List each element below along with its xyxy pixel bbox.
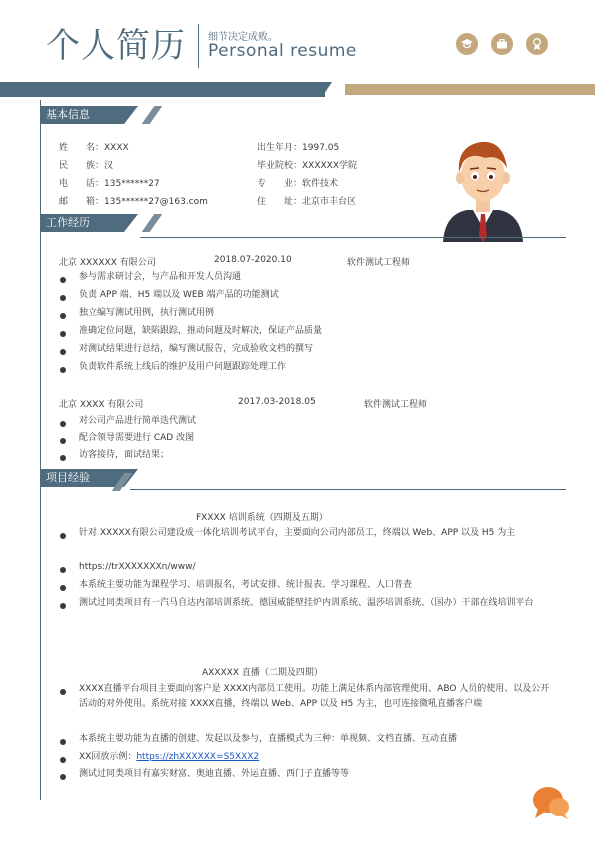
bullet-dot (60, 585, 66, 591)
bullet-dot (60, 603, 66, 609)
info-major: 专 业：软件技术 (257, 179, 339, 189)
info-school: 毕业院校：XXXXXX学院 (257, 161, 358, 171)
bullet-dot (60, 421, 66, 427)
bullet-dot (60, 774, 66, 780)
job-duty: 负责 APP 端、H5 端以及 WEB 端产品的功能测试 (79, 290, 279, 300)
info-address: 住 址：北京市丰台区 (257, 197, 357, 207)
job-company: 北京 XXXXXX 有限公司 (59, 258, 156, 268)
project-point: 测试过同类项目有嘉实财富、奥迪直播、外运直播、西门子直播等等 (79, 769, 350, 779)
info-name: 姓 名：XXXX (59, 143, 129, 153)
job-duty: 配合领导需要进行 CAD 改图 (79, 433, 195, 443)
project-point: XXXX直播平台项目主要面向客户是 XXXX内部员工使用。功能上满足体系内部管理使用、ABO 人员的使用、以及公开活动的对外使用。系统对接 XXXX直播，终端以 Web、APP 以及 H5 为主，也可连接微吼直播客户端 (79, 684, 550, 709)
bullet-dot (60, 367, 66, 373)
resume-title-en: Personal resume (208, 41, 357, 61)
bullet-dot (60, 295, 66, 301)
section-rule (140, 237, 566, 238)
section-rule (130, 489, 566, 490)
timeline-line (40, 100, 41, 800)
job-duty: 准确定位问题，缺陷跟踪，推动问题及时解决，保证产品质量 (79, 326, 323, 336)
bullet-dot (60, 757, 66, 763)
project-name: FXXXX 培训系统（四期及五期） (196, 513, 328, 523)
job-title: 软件测试工程师 (364, 400, 428, 410)
heading-stroke (142, 106, 163, 124)
info-email: 邮 箱：135******27@163.com (59, 197, 208, 207)
section-heading-work: 工作经历 (40, 214, 124, 232)
info-phone: 电 话：135******27 (59, 179, 160, 189)
bullet-dot (60, 533, 66, 539)
bullet-dot (60, 331, 66, 337)
project-point: 针对 XXXXX有限公司建设成一体化培训考试平台，主要面向公司内部员工，终端以 Web、APP 以及 H5 为主 (79, 528, 516, 538)
section-heading-projects: 项目经验 (40, 469, 124, 487)
bullet-dot (60, 277, 66, 283)
bullet-dot (60, 567, 66, 573)
job-duty: 参与需求研讨会，与产品和开发人员沟通 (79, 272, 242, 282)
award-icon (526, 33, 548, 55)
job-period: 2018.07-2020.10 (214, 255, 292, 265)
job-duty: 负责软件系统上线后的维护及用户问题跟踪处理工作 (79, 362, 287, 372)
project-point: XX回放示例：https://zhXXXXXX=S5XXX2 (79, 752, 260, 762)
job-duty: 访客接待，面试结果； (79, 450, 170, 460)
project-point: 测试过同类项目有一汽马自达内部培训系统、德国威能壁挂炉内训系统、温莎培训系统、（国办）干部在线培训平台 (79, 598, 534, 608)
job-duty: 对公司产品进行简单迭代测试 (79, 416, 197, 426)
project-url: https://trXXXXXXXn/www/ (79, 562, 196, 572)
briefcase-icon (491, 33, 513, 55)
bullet-dot (60, 455, 66, 461)
project-point: 本系统主要功能为课程学习、培训报名，考试安排、统计报表、学习课程、人口普查 (79, 580, 413, 590)
bullet-dot (60, 689, 66, 695)
job-duty: 独立编写测试用例，执行测试用例 (79, 308, 215, 318)
project-name: AXXXXX 直播（二期及四期） (202, 668, 323, 678)
bullet-dot (60, 739, 66, 745)
job-period: 2017.03-2018.05 (238, 397, 316, 407)
info-birth: 出生年月：1997.05 (257, 143, 340, 153)
bullet-dot (60, 313, 66, 319)
resume-title-cn: 个人简历 (46, 26, 186, 66)
avatar (441, 132, 525, 242)
info-ethnicity: 民 族：汉 (59, 161, 114, 171)
header-bar-dark (0, 82, 325, 97)
header-bar-gold (345, 84, 595, 95)
header-bar-notch (322, 82, 332, 97)
bullet-dot (60, 349, 66, 355)
playback-link[interactable]: https://zhXXXXXX=S5XXX2 (136, 752, 260, 762)
project-point: 本系统主要功能为直播的创建、发起以及参与，直播模式为三种：单视频、文档直播、互动直播 (79, 734, 458, 744)
heading-stroke (142, 214, 163, 232)
job-company: 北京 XXXX 有限公司 (59, 400, 144, 410)
resume-slogan: 细节决定成败。 (208, 32, 278, 43)
graduation-cap-icon (456, 33, 478, 55)
bullet-dot (60, 438, 66, 444)
job-title: 软件测试工程师 (347, 258, 411, 268)
title-divider (198, 24, 199, 68)
job-duty: 对测试结果进行总结，编写测试报告，完成验收文档的撰写 (79, 344, 314, 354)
chat-icon (530, 785, 570, 821)
section-heading-basic: 基本信息 (40, 106, 124, 124)
